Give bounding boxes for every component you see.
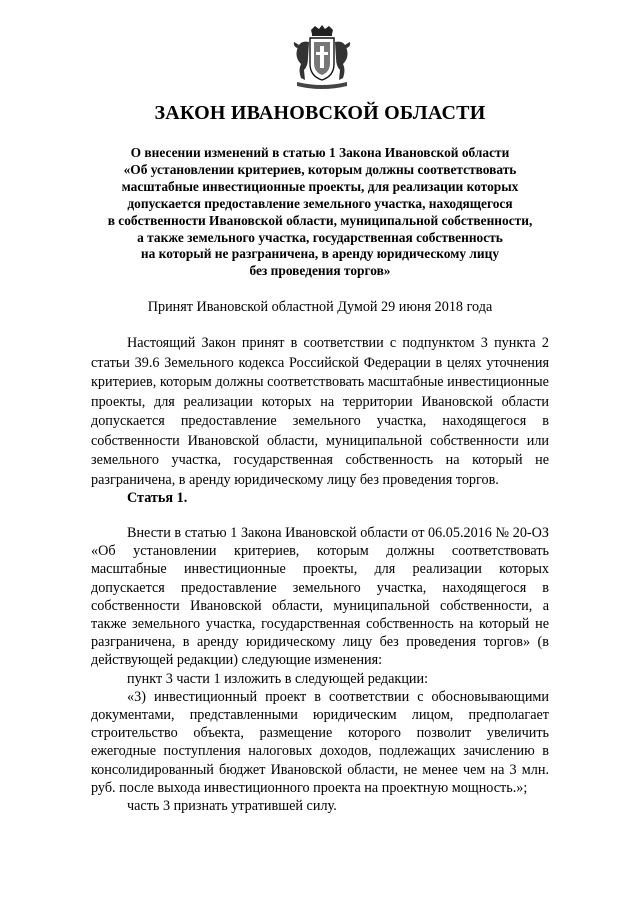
article-heading: Статья 1.: [127, 490, 188, 506]
preamble-paragraph: Настоящий Закон принят в соответствии с подпунктом 3 пункта 2 статьи 39.6 Земельного кодекса Российской Федерации в целях уточнения критериев, которым должны соответствовать масштабные инвестиционные проекты, для реализации которых на территории Ивановской области допускается предоставление земельного участка, находящегося в собственности Ивановской области, муниципальной собственности или земельного участка, государственная собственность на который не разграничена, в аренду юридическому лицу без проведения торгов.: [91, 335, 549, 488]
law-title: ЗАКОН ИВАНОВСКОЙ ОБЛАСТИ: [154, 102, 486, 124]
subject-line: на который не разграничена, в аренду юридическому лицу: [140, 246, 500, 262]
subject-line: О внесении изменений в статью 1 Закона Ивановской области: [130, 145, 510, 160]
subject-line: «Об установлении критериев, которым должны соответствовать: [123, 161, 517, 177]
article-paragraph: пункт 3 части 1 изложить в следующей редакции:: [127, 670, 429, 687]
article-paragraph: часть 3 признать утратившей силу.: [127, 798, 337, 815]
law-subject: [70, 145, 570, 280]
article-paragraph: «3) инвестиционный проект в соответствии с обосновывающими документами, представленными юридическим лицом, предполагает строительство объекта, размещение которого позволит увеличить ежегодные поступления налоговых доходов, подлежащих зачислению в консолидированный бюджет Ивановской области, не менее чем на 3 млн. руб. после выхода инвестиционного проекта на проектную мощность.»;: [91, 688, 549, 796]
subject-line: без проведения торгов»: [249, 263, 391, 279]
article-paragraph: Внести в статью 1 Закона Ивановской области от 06.05.2016 № 20-ОЗ «Об установлении критериев, которым должны соответствовать масштабные инвестиционные проекты, для реализации которых допускается предоставление земельного участка, находящегося в собственности Ивановской области, муниципальной собственности, а также земельного участка, государственная собственность на который не разграничена, в аренду юридическому лицу без проведения торгов» (в действующей редакции) следующие изменения:: [91, 525, 549, 669]
article-body: [91, 524, 549, 815]
subject-line: в собственности Ивановской области, муниципальной собственности,: [107, 212, 533, 228]
subject-line: масштабные инвестиционные проекты, для реализации которых: [121, 178, 519, 194]
adoption-note: Принят Ивановской областной Думой 29 июня 2018 года: [147, 299, 493, 315]
coat-of-arms-icon: [291, 24, 353, 92]
subject-line: допускается предоставление земельного участка, находящегося: [127, 195, 513, 211]
subject-line: а также земельного участка, государственная собственность: [137, 229, 503, 245]
